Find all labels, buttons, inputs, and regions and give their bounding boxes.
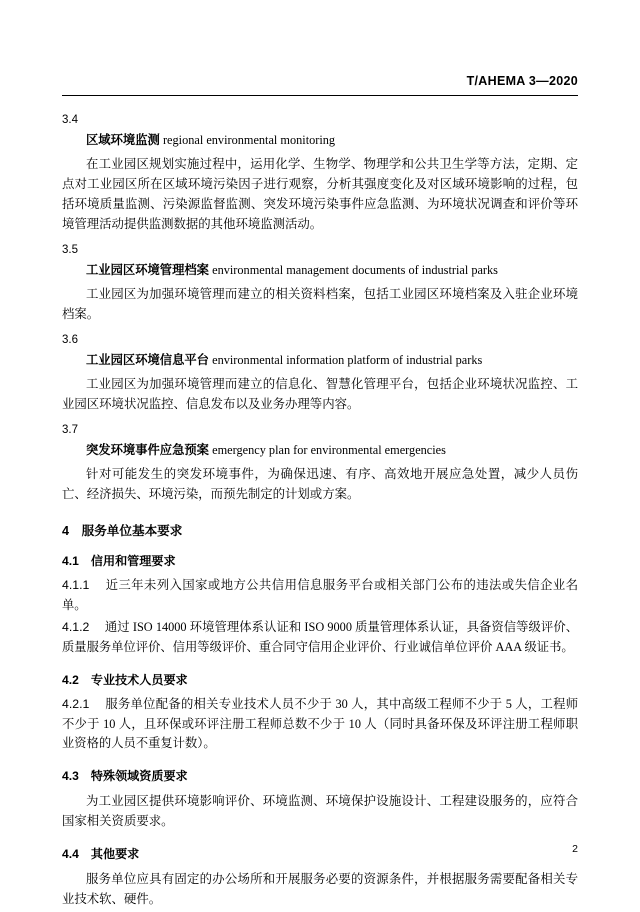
term-cn-3-4: 区域环境监测 [86,132,160,147]
clause-label-4-2-1: 4.2.1 [62,696,90,711]
term-body-3-4: 在工业园区规划实施过程中，运用化学、生物学、物理学和公共卫生学等方法，定期、定点对工业园区所在区域环境污染因子进行观察，分析其强度变化及对区域环境影响的过程，包括环境质量监测、污染源监督监测、突发环境污染事件应急监测、为环境状况调查和评价等环境管理活动提供监测数据的其他环境监测活动。 [62,156,578,232]
clause-number-3-7: 3.7 [62,424,78,437]
clause-4-1-1 [62,576,578,616]
document-body [62,104,578,912]
term-entry-3-4 [62,131,578,150]
term-en-3-5: environmental management documents of industrial parks [212,263,498,278]
term-body-3-7: 针对可能发生的突发环境事件，为确保迅速、有序、高效地开展应急处置，减少人员伤亡、经济损失、环境污染，而预先制定的计划或方案。 [62,466,578,501]
clause-number-3-6: 3.6 [62,334,78,347]
clause-number-3-5: 3.5 [62,244,78,257]
section-heading-4-4: 4.4 其他要求 [62,846,140,861]
section-heading-4: 4 服务单位基本要求 [62,524,183,538]
term-en-3-4: regional environmental monitoring [162,132,336,147]
clause-text-4-2-1: 服务单位配备的相关专业技术人员不少于 30 人，其中高级工程师不少于 5 人，工程师不少于 10 人，且环保或环评注册工程师总数不少于 10 人（同时具备环保及环评注册工程师职业资格的人员不重复计数）。 [62,696,578,751]
term-body-3-6: 工业园区为加强环境管理而建立的信息化、智慧化管理平台，包括企业环境状况监控、工业园区环境状况监控、信息发布以及业务办理等内容。 [62,376,578,411]
section-heading-4-3: 4.3 特殊领域资质要求 [62,769,188,784]
header-divider [62,95,578,96]
clause-text-4-3: 为工业园区提供环境影响评价、环境监测、环境保护设施设计、工程建设服务的，应符合国家相关资质要求。 [62,794,578,829]
term-en-3-7: emergency plan for environmental emergencies [212,442,446,457]
section-heading-4-1: 4.1 信用和管理要求 [62,554,176,568]
term-body-3-5: 工业园区为加强环境管理而建立的相关资料档案，包括工业园区环境档案及入驻企业环境档案。 [62,286,578,321]
section-heading-4-2: 4.2 专业技术人员要求 [62,672,188,687]
term-entry-3-7 [62,441,578,460]
clause-label-4-1-2: 4.1.2 [62,619,90,634]
clause-text-4-4: 服务单位应具有固定的办公场所和开展服务必要的资源条件，并根据服务需要配备相关专业技术软、硬件。 [62,871,578,906]
clause-text-4-1-1: 近三年未列入国家或地方公共信用信息服务平台或相关部门公布的违法或失信企业名单。 [62,578,578,612]
page-number: 2 [572,843,578,855]
clause-number-3-4: 3.4 [62,114,78,126]
clause-4-1-2 [62,618,578,658]
page-header-standard-code: T/AHEMA 3—2020 [466,74,578,88]
term-entry-3-5 [62,261,578,280]
term-entry-3-6 [62,351,578,370]
term-cn-3-5: 工业园区环境管理档案 [86,263,209,278]
clause-text-4-1-2: 通过 ISO 14000 环境管理体系认证和 ISO 9000 质量管理体系认证，具备资信等级评价、质量服务单位评价、信用等级评价、重合同守信用企业评价、行业诚信单位评价 AAA 级证书。 [62,619,578,654]
clause-4-2-1 [62,695,578,755]
clause-label-4-1-1: 4.1.1 [62,578,90,592]
term-cn-3-6: 工业园区环境信息平台 [86,353,209,368]
term-en-3-6: environmental information platform of industrial parks [212,353,483,368]
term-cn-3-7: 突发环境事件应急预案 [86,442,209,457]
